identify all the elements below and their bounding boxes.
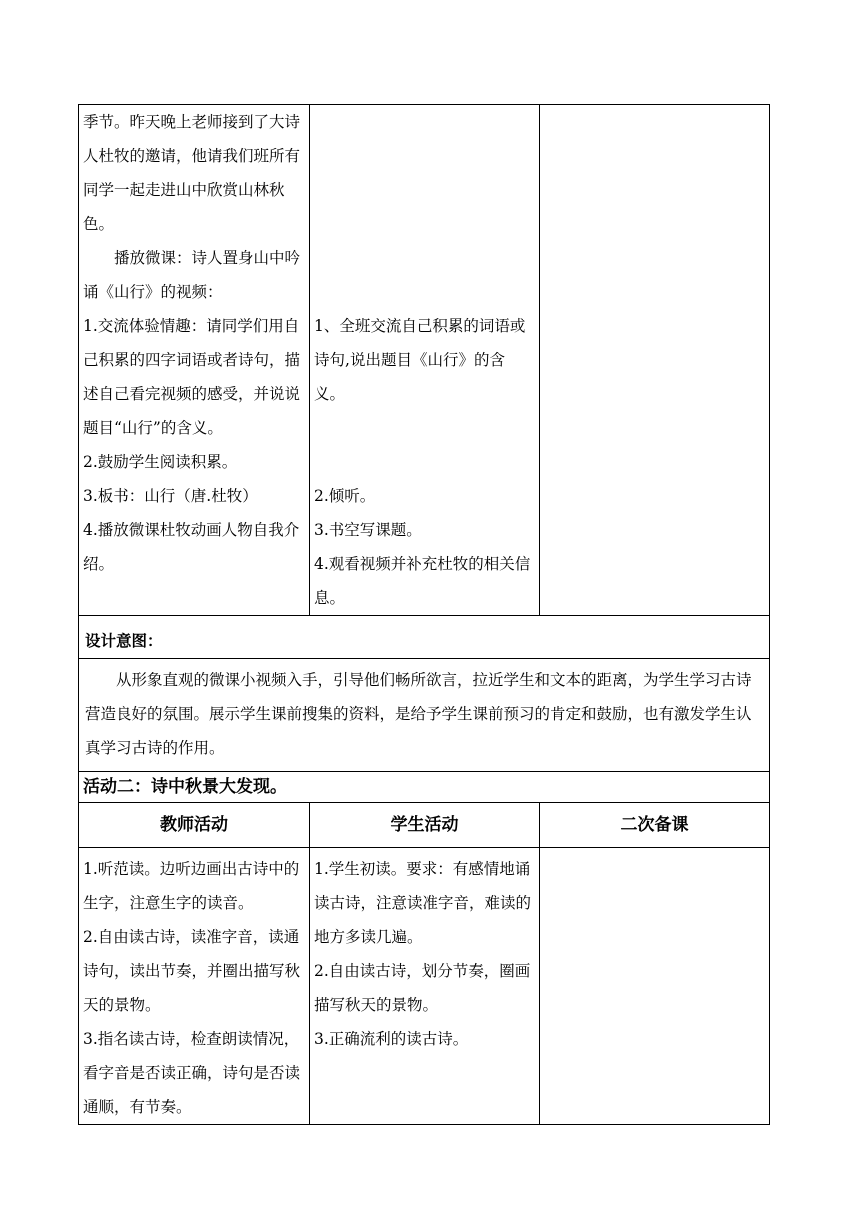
activity2-teacher-cell	[79, 848, 310, 1125]
activity2-student-step-2: 2.自由读古诗，划分节奏，圈画描写秋天的景物。	[314, 962, 531, 1014]
activity2-student-step-3: 3.正确流利的读古诗。	[314, 1030, 469, 1048]
intro-paragraph: 季节。昨天晚上老师接到了大诗人杜牧的邀请，他请我们班所有同学一起走进山中欣赏山林秋色。	[83, 113, 301, 233]
activity2-second-prep-cell	[540, 848, 770, 1125]
activity2-title: 活动二：诗中秋景大发现。	[79, 772, 770, 803]
student-activity-cell	[310, 105, 540, 616]
activity2-title-row	[79, 772, 770, 803]
design-intent-title-row	[79, 616, 770, 659]
lesson-plan-table	[78, 104, 770, 1125]
header-second-prep: 二次备课	[540, 803, 770, 848]
teacher-step-4: 4.播放微课杜牧动画人物自我介绍。	[83, 521, 300, 573]
teacher-step-3: 3.板书：山行（唐.杜牧）	[83, 487, 258, 505]
teacher-step-2: 2.鼓励学生阅读积累。	[83, 453, 238, 471]
design-intent-body: 从形象直观的微课小视频入手，引导他们畅所欲言，拉近学生和文本的距离，为学生学习古诗营造良好的氛围。展示学生课前搜集的资料，是给予学生课前预习的肯定和鼓励，也有激发学生认真学习古诗的作用。	[85, 671, 752, 757]
student-step-3: 3.书空写课题。	[314, 521, 422, 539]
activity2-student-cell	[310, 848, 540, 1125]
header-teacher-activity: 教师活动	[79, 803, 310, 848]
student-step-2: 2.倾听。	[314, 487, 376, 505]
second-prep-cell	[540, 105, 770, 616]
design-intent-title: 设计意图：	[79, 616, 770, 659]
student-step-4: 4.观看视频并补充杜牧的相关信息。	[314, 555, 531, 607]
teacher-step-1: 1.交流体验情趣：请同学们用自己积累的四字词语或者诗句，描述自己看完视频的感受，并说说题目“山行”的含义。	[83, 317, 301, 437]
header-student-activity: 学生活动	[310, 803, 540, 848]
activity2-teacher-step-2: 2.自由读古诗，读准字音，读通诗句，读出节奏，并圈出描写秋天的景物。	[83, 928, 301, 1014]
activity2-student-step-1: 1.学生初读。要求：有感情地诵读古诗，注意读准字音，难读的地方多读几遍。	[314, 860, 532, 946]
student-step-1: 1、全班交流自己积累的词语或诗句,说出题目《山行》的含义。	[314, 317, 526, 403]
activity2-teacher-step-3: 3.指名读古诗，检查朗读情况，看字音是否读正确，诗句是否读通顺，有节奏。	[83, 1030, 301, 1116]
activity2-teacher-step-1: 1.听范读。边听边画出古诗中的生字，注意生字的读音。	[83, 860, 300, 912]
teacher-activity-cell	[79, 105, 310, 616]
activity2-content-row	[79, 848, 770, 1125]
micro-lesson-paragraph: 播放微课：诗人置身山中吟诵《山行》的视频：	[83, 249, 301, 301]
activity1-content-row	[79, 105, 770, 616]
activity2-header-row	[79, 803, 770, 848]
design-intent-body-row	[79, 659, 770, 772]
